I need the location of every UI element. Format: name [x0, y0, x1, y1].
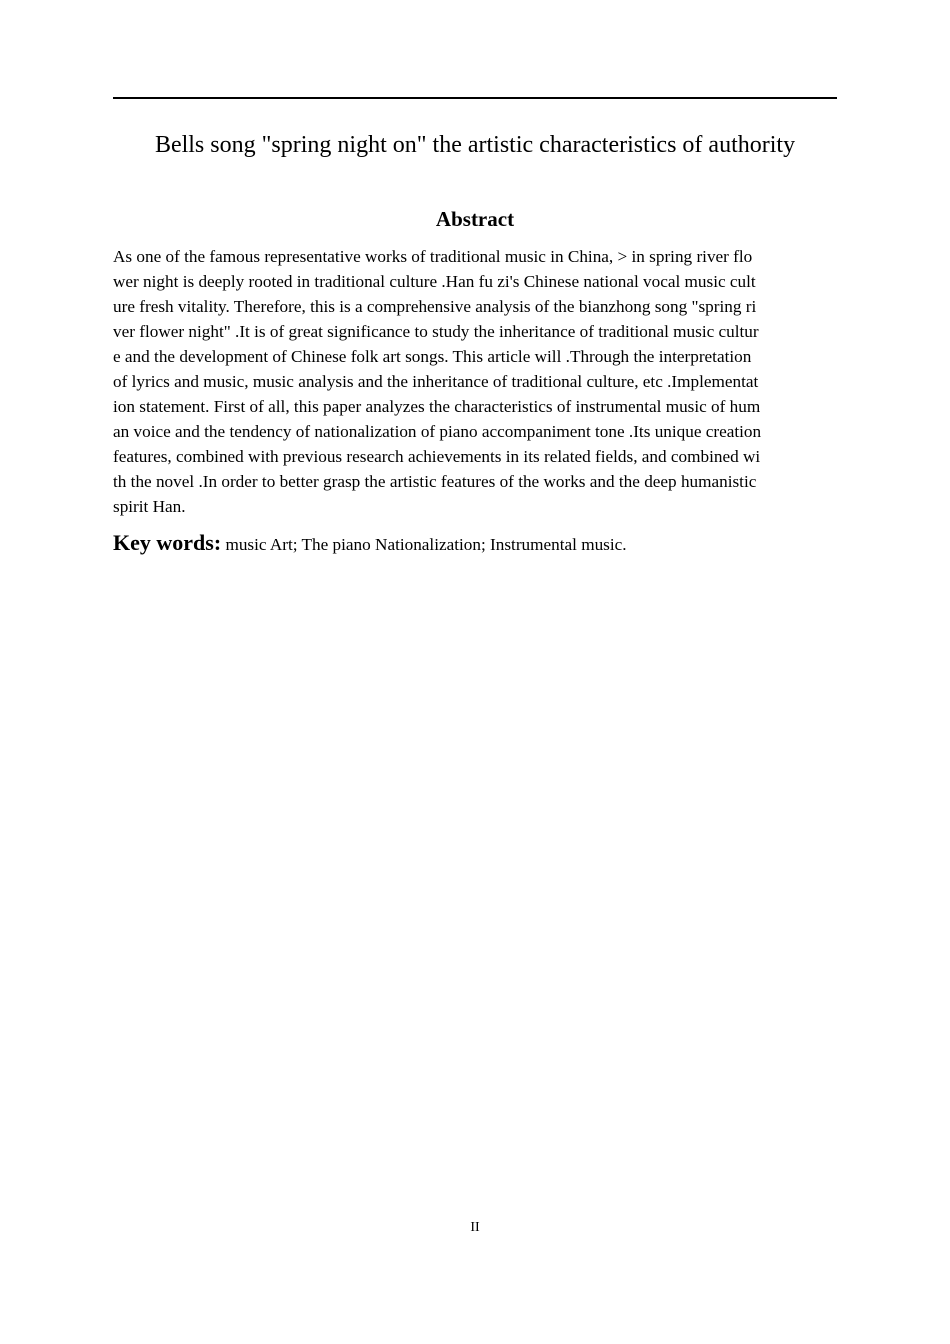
keywords-text: music Art; The piano Nationalization; Instrumental music.	[221, 535, 627, 554]
document-title: Bells song "spring night on" the artistic characteristics of authority	[154, 132, 796, 158]
keywords	[113, 527, 837, 562]
abstract-line: spirit Han.	[113, 497, 186, 516]
abstract-line: th the novel .In order to better grasp the artistic features of the works and the deep humanistic	[113, 472, 757, 491]
page-number: II	[470, 1220, 480, 1235]
abstract-line: ver flower night" .It is of great significance to study the inheritance of traditional music cultur	[113, 322, 759, 341]
abstract-line: ure fresh vitality. Therefore, this is a comprehensive analysis of the bianzhong song "spring ri	[113, 297, 757, 316]
abstract-heading: Abstract	[435, 207, 515, 231]
abstract-line: of lyrics and music, music analysis and the inheritance of traditional culture, etc .Implementat	[113, 372, 759, 391]
header-rule	[113, 97, 837, 99]
abstract-line: wer night is deeply rooted in traditional culture .Han fu zi's Chinese national vocal music cult	[113, 272, 756, 291]
keywords-label: Key words:	[113, 530, 222, 555]
abstract-line: features, combined with previous research achievements in its related fields, and combined wi	[113, 447, 761, 466]
abstract-line: As one of the famous representative works of traditional music in China, > in spring river flo	[113, 247, 753, 266]
abstract-body	[113, 244, 837, 519]
abstract-line: ion statement. First of all, this paper analyzes the characteristics of instrumental music of hum	[113, 397, 761, 416]
abstract-line: an voice and the tendency of nationalization of piano accompaniment tone .Its unique creation	[113, 422, 762, 441]
abstract-line: e and the development of Chinese folk art songs. This article will .Through the interpretation	[113, 347, 752, 366]
